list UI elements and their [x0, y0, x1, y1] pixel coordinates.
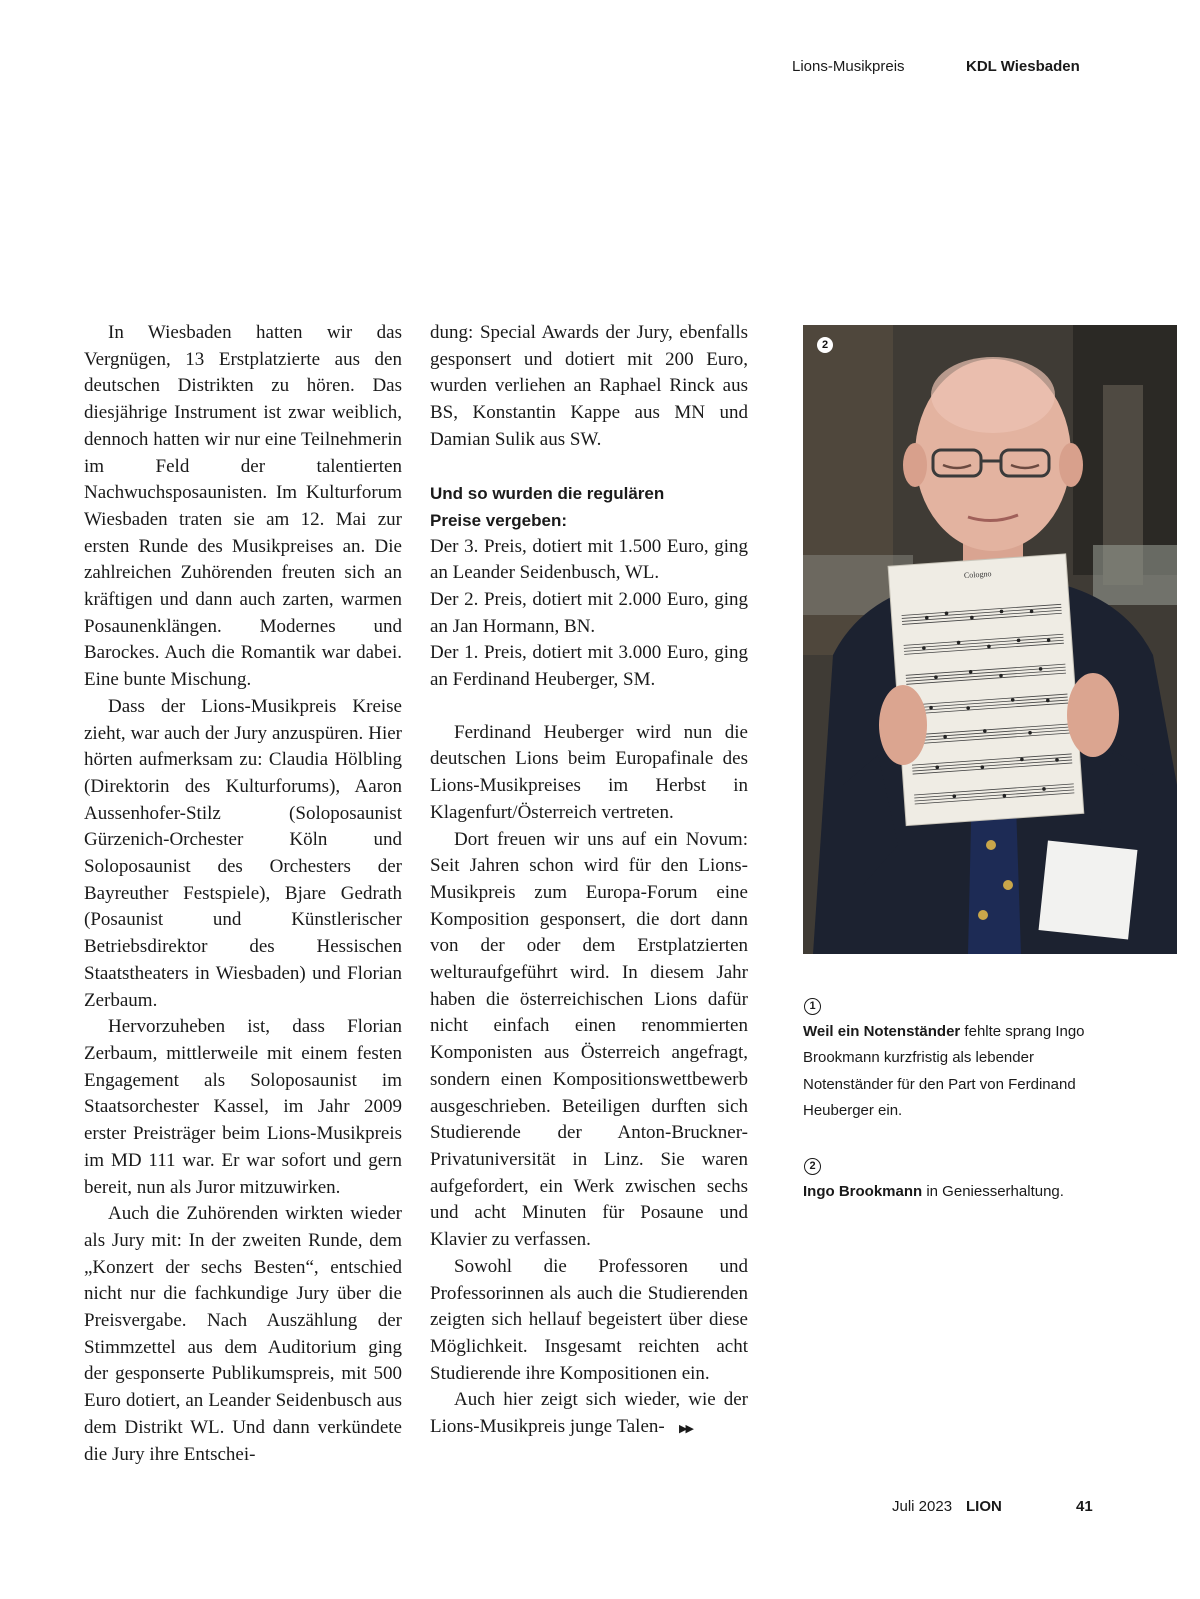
subheading-line: Und so wurden die regulären [430, 483, 665, 503]
prize-first: Der 1. Preis, dotiert mit 3.000 Euro, ging an Ferdinand Heuberger, SM. [430, 642, 748, 691]
caption-bold: Weil ein Notenständer [803, 1022, 961, 1040]
spacer [430, 454, 748, 480]
header-section-label: Lions-Musikpreis [792, 58, 905, 75]
subheading-line: Preise vergeben: [430, 510, 568, 530]
caption-text: in Geniesserhaltung. [922, 1182, 1064, 1200]
photo-number-badge: 2 [817, 337, 833, 353]
paragraph: Sowohl die Professoren und Professorinnen als auch die Studierenden zeigten sich hellauf begeistert über diese Möglichkeit. Insgesamt reichten acht Studierende ihre Kompositionen ein. [430, 1255, 748, 1384]
paragraph: dung: Special Awards der Jury, ebenfalls gesponsert und dotiert mit 200 Euro, wurden verliehen an Raphael Rinck aus BS, Konstantin Kappe aus MN und Damian Sulik aus SW. [430, 322, 748, 450]
paragraph: Dass der Lions-Musikpreis Kreise zieht, war auch der Jury anzuspüren. Hier hörten aufmerksam zu: Claudia Hölbling (Direktorin des Kulturforums), Aaron Aussenhofer-Stilz (Soloposaunist Gürzenich-Orchester Köln und Soloposaunist des Orchesters der Bayreuther Festspiele), Bjare Gedrath (Posaunist und Künstlerischer Betriebsdirektor des Hessischen Staatstheaters in Wiesbaden) und Florian Zerbaum. [84, 695, 402, 1011]
continue-arrow-icon: ▶▶ [678, 1423, 692, 1436]
caption-number: 2 [804, 1158, 821, 1175]
paragraph: Hervorzuheben ist, dass Florian Zerbaum, mittlerweile mit einem festen Engagement als Soloposaunist im Staatsorchester Kassel, im Jahr 2009 erster Preisträger beim Lions-Musikpreis im MD 111 war. Er war sofort und gern bereit, nun als Juror mitzuwirken. [84, 1016, 402, 1198]
spacer [430, 694, 748, 720]
header-org-label: KDL Wiesbaden [966, 58, 1080, 75]
caption-bold: Ingo Brookmann [803, 1182, 923, 1200]
caption-1 [803, 992, 1093, 1125]
page-header [790, 58, 1100, 80]
paragraph: Dort freuen wir uns auf ein Novum: Seit Jahren schon wird für den Lions-Musikpreis zum Europa-Forum eine Komposition gesponsert, die dort dann von der oder dem Erstplatzierten welturaufgeführt wird. In diesem Jahr haben die österreichischen Lions dafür nicht einfach einen renommierten Komponisten aus Österreich angefragt, sondern einen Kompositionswettbewerb ausgeschrieben. Beteiligen durften sich Studierende der Anton-Bruckner-Privatuniversität in Linz. Sie waren aufgefordert, ein Werk zwischen sechs und acht Minuten für Posaune und Klavier zu verfassen. [430, 828, 748, 1251]
footer-date: Juli 2023 [892, 1498, 953, 1515]
article-column-left [84, 320, 402, 1468]
page-footer [890, 1498, 1100, 1520]
photo-illustration [803, 325, 1177, 954]
photo-ingo-brookmann [803, 325, 1177, 954]
paragraph-last [430, 1387, 748, 1442]
sheet-music-title: Cologno [963, 569, 992, 581]
paragraph: In Wiesbaden hatten wir das Vergnügen, 13 Erstplatzierte aus den deutschen Distrikten zu hören. Das diesjährige Instrument ist zwar weiblich, dennoch hatten wir nur eine Teilnehmerin im Feld der talentierten Nachwuchsposaunisten. Im Kulturforum Wiesbaden traten sie am 12. Mai zur ersten Runde des Musikpreises an. Die zahlreichen Zuhörenden freuten sich an kräftigen und dann auch zarten, warmen Posaunenklängen. Modernes und Barockes. Auch die Romantik war dabei. Eine bunte Mischung. [84, 322, 402, 691]
caption-number: 1 [804, 998, 821, 1015]
prize-second: Der 2. Preis, dotiert mit 2.000 Euro, ging an Jan Hormann, BN. [430, 588, 748, 637]
footer-magazine-name: LION [966, 1498, 1002, 1515]
article-column-middle [430, 320, 748, 1443]
subheading [430, 480, 748, 534]
caption-2 [803, 1152, 1093, 1205]
paragraph: Auch die Zuhörenden wirkten wieder als Jury mit: In der zweiten Runde, dem „Konzert der sechs Besten“, entschied nicht nur die fachkundige Jury über die Preisvergabe. Nach Auszählung der Stimmzettel aus dem Auditorium ging der gesponserte Publikumspreis, mit 500 Euro dotiert, an Leander Seidenbusch aus dem Distrikt WL. Und dann verkündete die Jury ihre Entschei- [84, 1203, 402, 1465]
paragraph-text: Auch hier zeigt sich wieder, wie der Lions-Musikpreis junge Talen- [430, 1389, 748, 1438]
paragraph: Ferdinand Heuberger wird nun die deutschen Lions beim Europafinale des Lions-Musikpreises im Herbst in Klagenfurt/Österreich vertreten. [430, 721, 748, 823]
page-number: 41 [1076, 1498, 1093, 1515]
prize-third: Der 3. Preis, dotiert mit 1.500 Euro, ging an Leander Seidenbusch, WL. [430, 535, 748, 584]
caption-text: fehlte sprang Ingo Brookmann kurzfristig als lebender Notenständer für den Part von Ferdinand Heuberger ein. [803, 1022, 1085, 1119]
